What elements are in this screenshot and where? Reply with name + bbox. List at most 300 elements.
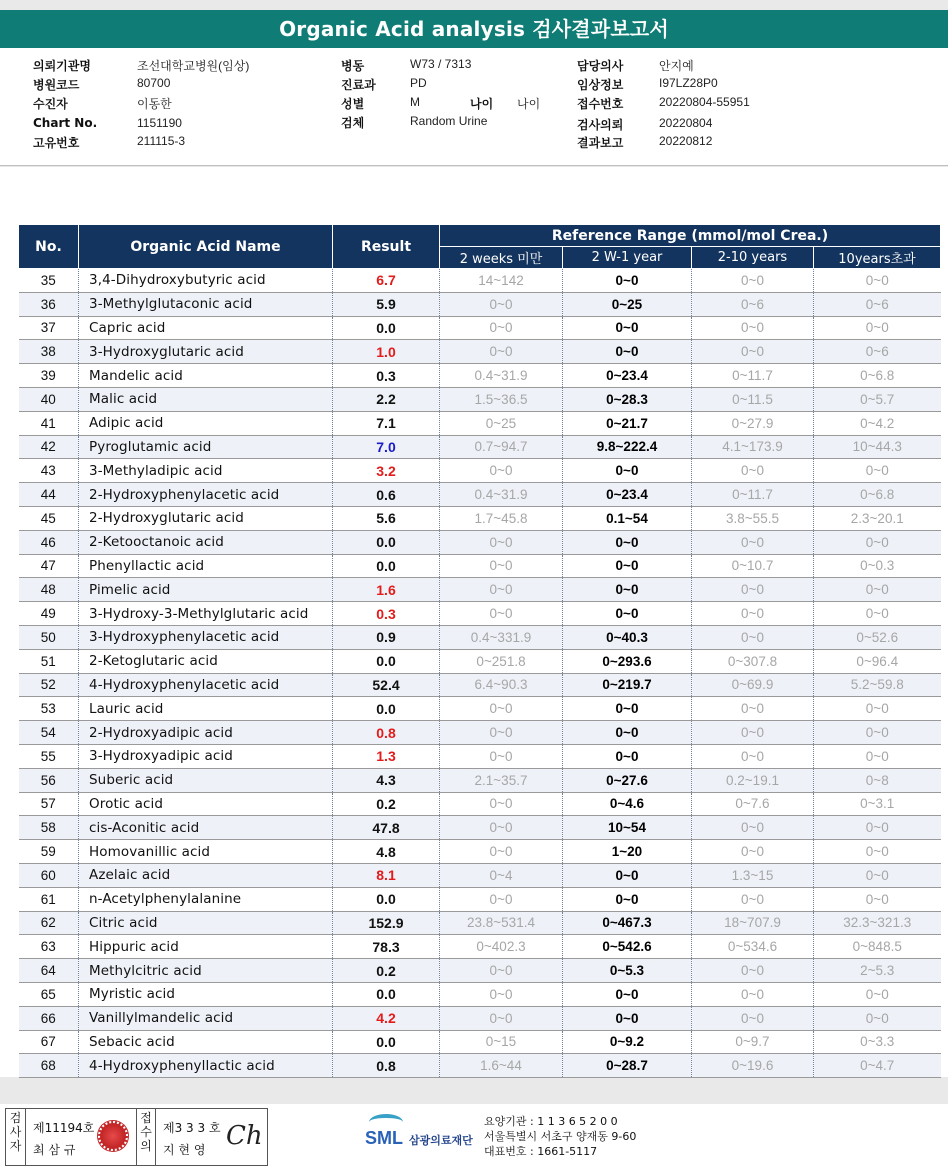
- info-label: 성별: [341, 97, 365, 111]
- row-result: 5.6: [333, 506, 440, 530]
- row-range-2w-1y: 0~0: [563, 1006, 692, 1030]
- row-range-2-10y: 0~0: [692, 1006, 814, 1030]
- row-range-2w-1y: 0~0: [563, 340, 692, 364]
- table-row: [19, 649, 941, 673]
- row-acid-name: Lauric acid: [79, 697, 333, 721]
- header-result: Result: [333, 225, 440, 269]
- row-no: 40: [19, 387, 79, 411]
- row-acid-name: 3-Hydroxyadipic acid: [79, 744, 333, 768]
- row-range-under-2w: 0~0: [440, 721, 563, 745]
- header-range-over-10y: 10years초과: [814, 247, 941, 269]
- report-footer: [0, 1104, 948, 1172]
- row-range-over-10y: 2~5.3: [814, 959, 941, 983]
- row-no: 51: [19, 649, 79, 673]
- row-range-over-10y: 0~0: [814, 840, 941, 864]
- header-no: No.: [19, 225, 79, 269]
- row-range-2-10y: 1.3~15: [692, 863, 814, 887]
- row-range-2w-1y: 0~23.4: [563, 483, 692, 507]
- info-value: 안지예: [659, 59, 694, 73]
- doctor-name: 지 현 영: [163, 1143, 206, 1157]
- table-row: [19, 673, 941, 697]
- row-no: 45: [19, 506, 79, 530]
- table-row: [19, 959, 941, 983]
- row-result: 4.3: [333, 768, 440, 792]
- row-range-over-10y: 0~3.3: [814, 1030, 941, 1054]
- row-range-under-2w: 0~0: [440, 578, 563, 602]
- table-row: [19, 721, 941, 745]
- info-value: 80700: [137, 76, 171, 90]
- tester-license: 제11194호: [33, 1121, 95, 1135]
- row-range-under-2w: 2.1~35.7: [440, 768, 563, 792]
- row-range-2-10y: 0~7.6: [692, 792, 814, 816]
- row-no: 36: [19, 292, 79, 316]
- row-range-over-10y: 0~848.5: [814, 935, 941, 959]
- row-acid-name: 4-Hydroxyphenyllactic acid: [79, 1054, 333, 1078]
- row-range-under-2w: 0.4~331.9: [440, 625, 563, 649]
- table-row: [19, 840, 941, 864]
- row-acid-name: Malic acid: [79, 387, 333, 411]
- row-result: 7.1: [333, 411, 440, 435]
- row-range-under-2w: 0~0: [440, 1006, 563, 1030]
- handwritten-signature: Ch: [226, 1121, 263, 1151]
- info-label: 수진자: [33, 97, 68, 111]
- info-label: 검사의뢰: [577, 118, 624, 132]
- row-no: 61: [19, 887, 79, 911]
- row-result: 1.6: [333, 578, 440, 602]
- row-acid-name: 3-Hydroxy-3-Methylglutaric acid: [79, 602, 333, 626]
- table-row: [19, 435, 941, 459]
- row-result: 0.3: [333, 364, 440, 388]
- row-range-over-10y: 0~96.4: [814, 649, 941, 673]
- spacer: [0, 167, 948, 207]
- row-no: 56: [19, 768, 79, 792]
- row-acid-name: Pimelic acid: [79, 578, 333, 602]
- row-result: 0.0: [333, 697, 440, 721]
- row-range-2-10y: 0~27.9: [692, 411, 814, 435]
- header-reference: Reference Range (mmol/mol Crea.): [440, 225, 941, 247]
- row-acid-name: Homovanillic acid: [79, 840, 333, 864]
- info-value: 조선대학교병원(임상): [137, 59, 250, 73]
- row-range-under-2w: 0~402.3: [440, 935, 563, 959]
- row-no: 38: [19, 340, 79, 364]
- row-result: 6.7: [333, 269, 440, 293]
- row-acid-name: 3,4-Dihydroxybutyric acid: [79, 269, 333, 293]
- logo-text: SML: [365, 1128, 403, 1148]
- row-range-2-10y: 0~0: [692, 602, 814, 626]
- row-range-2-10y: 0~0: [692, 887, 814, 911]
- row-range-2w-1y: 0~0: [563, 269, 692, 293]
- table-row: [19, 340, 941, 364]
- row-range-2w-1y: 0~25: [563, 292, 692, 316]
- table-row: [19, 768, 941, 792]
- row-range-2-10y: 0~69.9: [692, 673, 814, 697]
- row-result: 152.9: [333, 911, 440, 935]
- table-row: [19, 816, 941, 840]
- row-range-2w-1y: 0~40.3: [563, 625, 692, 649]
- results-section: [0, 207, 948, 1077]
- row-range-under-2w: 0.4~31.9: [440, 364, 563, 388]
- table-row: [19, 744, 941, 768]
- row-range-2w-1y: 0~4.6: [563, 792, 692, 816]
- table-row: [19, 625, 941, 649]
- row-result: 4.2: [333, 1006, 440, 1030]
- header-range-2w-1y: 2 W-1 year: [563, 247, 692, 269]
- row-no: 63: [19, 935, 79, 959]
- row-range-2w-1y: 0~28.7: [563, 1054, 692, 1078]
- row-range-2w-1y: 0~0: [563, 863, 692, 887]
- row-range-under-2w: 0~0: [440, 316, 563, 340]
- row-acid-name: 3-Methyladipic acid: [79, 459, 333, 483]
- row-range-under-2w: 14~142: [440, 269, 563, 293]
- row-range-over-10y: 0~4.2: [814, 411, 941, 435]
- row-no: 67: [19, 1030, 79, 1054]
- row-range-2w-1y: 0~5.3: [563, 959, 692, 983]
- row-acid-name: Myristic acid: [79, 982, 333, 1006]
- row-range-2w-1y: 0~0: [563, 744, 692, 768]
- row-range-over-10y: 0~0: [814, 744, 941, 768]
- row-range-over-10y: 10~44.3: [814, 435, 941, 459]
- row-range-2w-1y: 0~219.7: [563, 673, 692, 697]
- row-result: 1.3: [333, 744, 440, 768]
- row-acid-name: Capric acid: [79, 316, 333, 340]
- table-row: [19, 292, 941, 316]
- table-row: [19, 411, 941, 435]
- doctor-label: 접 수 의: [136, 1109, 156, 1165]
- table-row: [19, 459, 941, 483]
- info-value: 이동한: [137, 97, 172, 111]
- row-no: 44: [19, 483, 79, 507]
- row-range-2w-1y: 0~0: [563, 697, 692, 721]
- table-row: [19, 269, 941, 293]
- row-result: 0.0: [333, 887, 440, 911]
- table-row: [19, 364, 941, 388]
- row-no: 62: [19, 911, 79, 935]
- row-range-over-10y: 0~0: [814, 602, 941, 626]
- row-result: 0.0: [333, 316, 440, 340]
- row-range-over-10y: 0~6: [814, 292, 941, 316]
- row-range-under-2w: 1.5~36.5: [440, 387, 563, 411]
- row-range-2w-1y: 0~27.6: [563, 768, 692, 792]
- row-result: 7.0: [333, 435, 440, 459]
- table-row: [19, 1030, 941, 1054]
- row-range-2w-1y: 0~0: [563, 721, 692, 745]
- row-result: 0.0: [333, 1030, 440, 1054]
- signature-box: [5, 1108, 268, 1166]
- row-range-2w-1y: 0~0: [563, 887, 692, 911]
- row-result: 2.2: [333, 387, 440, 411]
- row-result: 0.8: [333, 721, 440, 745]
- row-result: 1.0: [333, 340, 440, 364]
- info-value: 1151190: [137, 116, 182, 130]
- row-result: 47.8: [333, 816, 440, 840]
- row-range-2-10y: 0.2~19.1: [692, 768, 814, 792]
- row-range-under-2w: 0~0: [440, 840, 563, 864]
- row-result: 4.8: [333, 840, 440, 864]
- row-range-over-10y: 0~8: [814, 768, 941, 792]
- table-row: [19, 887, 941, 911]
- row-range-over-10y: 0~0: [814, 316, 941, 340]
- row-range-over-10y: 0~0: [814, 721, 941, 745]
- row-range-over-10y: 0~0: [814, 1006, 941, 1030]
- row-range-2-10y: 0~6: [692, 292, 814, 316]
- header-range-2-10y: 2-10 years: [692, 247, 814, 269]
- row-range-2w-1y: 0~467.3: [563, 911, 692, 935]
- row-range-2-10y: 0~9.7: [692, 1030, 814, 1054]
- seal-stamp-icon: [98, 1121, 128, 1151]
- info-value: W73 / 7313: [410, 57, 472, 71]
- row-range-2-10y: 0~307.8: [692, 649, 814, 673]
- row-range-2-10y: 4.1~173.9: [692, 435, 814, 459]
- row-range-under-2w: 0~0: [440, 959, 563, 983]
- row-range-2-10y: 0~10.7: [692, 554, 814, 578]
- row-range-over-10y: 0~52.6: [814, 625, 941, 649]
- row-acid-name: Methylcitric acid: [79, 959, 333, 983]
- info-label: 결과보고: [577, 136, 624, 150]
- row-no: 65: [19, 982, 79, 1006]
- row-acid-name: 2-Hydroxyphenylacetic acid: [79, 483, 333, 507]
- info-value: M: [410, 95, 420, 109]
- row-range-2-10y: 0~0: [692, 340, 814, 364]
- info-label: 접수번호: [577, 97, 624, 111]
- row-range-under-2w: 0~0: [440, 816, 563, 840]
- info-label: 담당의사: [577, 59, 624, 73]
- row-range-under-2w: 0~0: [440, 530, 563, 554]
- row-acid-name: Sebacic acid: [79, 1030, 333, 1054]
- row-range-2-10y: 0~0: [692, 316, 814, 340]
- row-range-over-10y: 5.2~59.8: [814, 673, 941, 697]
- row-range-2-10y: 0~0: [692, 697, 814, 721]
- table-row: [19, 554, 941, 578]
- report-title: Organic Acid analysis 검사결과보고서: [0, 10, 948, 48]
- row-range-over-10y: 0~0: [814, 816, 941, 840]
- row-range-2w-1y: 0~0: [563, 602, 692, 626]
- table-row: [19, 863, 941, 887]
- row-range-2w-1y: 0.1~54: [563, 506, 692, 530]
- info-value: PD: [410, 76, 427, 90]
- row-range-over-10y: 0~0: [814, 982, 941, 1006]
- row-no: 54: [19, 721, 79, 745]
- row-result: 0.0: [333, 530, 440, 554]
- row-range-over-10y: 32.3~321.3: [814, 911, 941, 935]
- row-range-2-10y: 0~11.7: [692, 483, 814, 507]
- row-no: 39: [19, 364, 79, 388]
- row-range-over-10y: 0~3.1: [814, 792, 941, 816]
- row-range-under-2w: 0~25: [440, 411, 563, 435]
- row-no: 41: [19, 411, 79, 435]
- row-range-2w-1y: 0~21.7: [563, 411, 692, 435]
- institution-code: 요양기관 : 1 1 3 6 5 2 0 0: [484, 1115, 618, 1128]
- info-label: 검체: [341, 116, 365, 130]
- info-value: 20220804-55951: [659, 95, 750, 109]
- row-no: 57: [19, 792, 79, 816]
- row-range-2w-1y: 1~20: [563, 840, 692, 864]
- row-range-2-10y: 0~0: [692, 721, 814, 745]
- info-value: I97LZ28P0: [659, 76, 718, 90]
- info-label: 병원코드: [33, 78, 80, 92]
- row-range-2-10y: 0~0: [692, 459, 814, 483]
- row-range-under-2w: 0~0: [440, 982, 563, 1006]
- row-no: 49: [19, 602, 79, 626]
- row-result: 5.9: [333, 292, 440, 316]
- row-no: 50: [19, 625, 79, 649]
- table-row: [19, 602, 941, 626]
- row-range-2w-1y: 0~0: [563, 554, 692, 578]
- results-table: [18, 224, 941, 1078]
- row-result: 0.0: [333, 554, 440, 578]
- table-row: [19, 792, 941, 816]
- row-result: 78.3: [333, 935, 440, 959]
- row-acid-name: Adipic acid: [79, 411, 333, 435]
- row-acid-name: n-Acetylphenylalanine: [79, 887, 333, 911]
- row-range-over-10y: 0~0: [814, 863, 941, 887]
- row-no: 47: [19, 554, 79, 578]
- row-range-under-2w: 0~0: [440, 792, 563, 816]
- row-range-under-2w: 0~0: [440, 887, 563, 911]
- info-value: 20220812: [659, 134, 713, 148]
- tester-name: 최 삼 규: [33, 1143, 76, 1157]
- row-no: 60: [19, 863, 79, 887]
- row-result: 0.2: [333, 959, 440, 983]
- row-no: 68: [19, 1054, 79, 1078]
- row-acid-name: Azelaic acid: [79, 863, 333, 887]
- row-range-2w-1y: 0~23.4: [563, 364, 692, 388]
- row-range-under-2w: 23.8~531.4: [440, 911, 563, 935]
- row-no: 35: [19, 269, 79, 293]
- row-no: 53: [19, 697, 79, 721]
- row-no: 64: [19, 959, 79, 983]
- row-no: 48: [19, 578, 79, 602]
- row-range-2-10y: 0~11.7: [692, 364, 814, 388]
- row-no: 58: [19, 816, 79, 840]
- table-row: [19, 530, 941, 554]
- row-range-under-2w: 0~0: [440, 697, 563, 721]
- row-range-2w-1y: 0~0: [563, 530, 692, 554]
- row-range-2-10y: 0~0: [692, 578, 814, 602]
- info-label: 나이: [470, 97, 494, 111]
- row-range-2w-1y: 0~9.2: [563, 1030, 692, 1054]
- table-row: [19, 578, 941, 602]
- row-range-over-10y: 2.3~20.1: [814, 506, 941, 530]
- row-range-over-10y: 0~0: [814, 697, 941, 721]
- address: 서울특별시 서초구 양재동 9-60: [484, 1130, 637, 1143]
- table-row: [19, 1006, 941, 1030]
- row-acid-name: Phenyllactic acid: [79, 554, 333, 578]
- row-range-over-10y: 0~6.8: [814, 483, 941, 507]
- row-result: 0.9: [333, 625, 440, 649]
- row-range-2-10y: 18~707.9: [692, 911, 814, 935]
- row-range-2-10y: 0~0: [692, 840, 814, 864]
- info-value: 나이: [517, 97, 541, 111]
- row-range-2w-1y: 0~0: [563, 316, 692, 340]
- row-range-under-2w: 0~0: [440, 602, 563, 626]
- row-result: 0.2: [333, 792, 440, 816]
- row-range-2w-1y: 10~54: [563, 816, 692, 840]
- row-no: 59: [19, 840, 79, 864]
- row-range-under-2w: 0.4~31.9: [440, 483, 563, 507]
- table-row: [19, 316, 941, 340]
- row-range-under-2w: 0~0: [440, 554, 563, 578]
- row-range-2w-1y: 0~0: [563, 982, 692, 1006]
- info-value: 20220804: [659, 116, 713, 130]
- info-label: 고유번호: [33, 136, 80, 150]
- row-range-2w-1y: 0~28.3: [563, 387, 692, 411]
- row-acid-name: Suberic acid: [79, 768, 333, 792]
- info-label: Chart No.: [33, 116, 98, 130]
- row-range-over-10y: 0~0: [814, 887, 941, 911]
- header-range-under-2w: 2 weeks 미만: [440, 247, 563, 269]
- row-range-under-2w: 0~4: [440, 863, 563, 887]
- row-acid-name: 2-Hydroxyadipic acid: [79, 721, 333, 745]
- row-acid-name: Mandelic acid: [79, 364, 333, 388]
- row-range-over-10y: 0~6.8: [814, 364, 941, 388]
- table-row: [19, 982, 941, 1006]
- row-range-2w-1y: 0~542.6: [563, 935, 692, 959]
- row-acid-name: 2-Ketooctanoic acid: [79, 530, 333, 554]
- row-range-2w-1y: 9.8~222.4: [563, 435, 692, 459]
- table-row: [19, 387, 941, 411]
- row-no: 52: [19, 673, 79, 697]
- table-row: [19, 935, 941, 959]
- row-range-under-2w: 1.7~45.8: [440, 506, 563, 530]
- row-range-under-2w: 0.7~94.7: [440, 435, 563, 459]
- info-value: 211115-3: [137, 134, 186, 148]
- row-no: 55: [19, 744, 79, 768]
- row-range-under-2w: 0~0: [440, 340, 563, 364]
- row-result: 8.1: [333, 863, 440, 887]
- row-range-under-2w: 0~15: [440, 1030, 563, 1054]
- row-range-2-10y: 0~0: [692, 744, 814, 768]
- row-range-over-10y: 0~6: [814, 340, 941, 364]
- doctor-license: 제3 3 3 호: [163, 1121, 221, 1135]
- row-range-2-10y: 0~0: [692, 982, 814, 1006]
- patient-info-panel: [0, 48, 948, 166]
- row-acid-name: 3-Methylglutaconic acid: [79, 292, 333, 316]
- info-label: 의뢰기관명: [33, 59, 91, 73]
- row-range-2w-1y: 0~293.6: [563, 649, 692, 673]
- row-range-over-10y: 0~5.7: [814, 387, 941, 411]
- table-row: [19, 911, 941, 935]
- tester-label: 검 사 자: [6, 1109, 26, 1165]
- row-range-under-2w: 0~0: [440, 292, 563, 316]
- row-no: 46: [19, 530, 79, 554]
- row-range-under-2w: 6.4~90.3: [440, 673, 563, 697]
- row-no: 66: [19, 1006, 79, 1030]
- row-range-2-10y: 0~0: [692, 269, 814, 293]
- row-range-2-10y: 0~0: [692, 816, 814, 840]
- row-no: 43: [19, 459, 79, 483]
- row-range-2-10y: 3.8~55.5: [692, 506, 814, 530]
- row-acid-name: Pyroglutamic acid: [79, 435, 333, 459]
- phone: 대표번호 : 1661-5117: [484, 1145, 598, 1158]
- row-range-over-10y: 0~0: [814, 459, 941, 483]
- row-range-over-10y: 0~4.7: [814, 1054, 941, 1078]
- results-body: [19, 269, 941, 1078]
- row-range-over-10y: 0~0: [814, 530, 941, 554]
- row-acid-name: 3-Hydroxyglutaric acid: [79, 340, 333, 364]
- row-acid-name: 2-Ketoglutaric acid: [79, 649, 333, 673]
- table-row: [19, 506, 941, 530]
- row-acid-name: Citric acid: [79, 911, 333, 935]
- row-range-2-10y: 0~534.6: [692, 935, 814, 959]
- row-range-2w-1y: 0~0: [563, 578, 692, 602]
- row-result: 0.0: [333, 649, 440, 673]
- row-result: 0.6: [333, 483, 440, 507]
- row-acid-name: Vanillylmandelic acid: [79, 1006, 333, 1030]
- row-no: 42: [19, 435, 79, 459]
- table-row: [19, 1054, 941, 1078]
- row-acid-name: Hippuric acid: [79, 935, 333, 959]
- info-label: 임상정보: [577, 78, 624, 92]
